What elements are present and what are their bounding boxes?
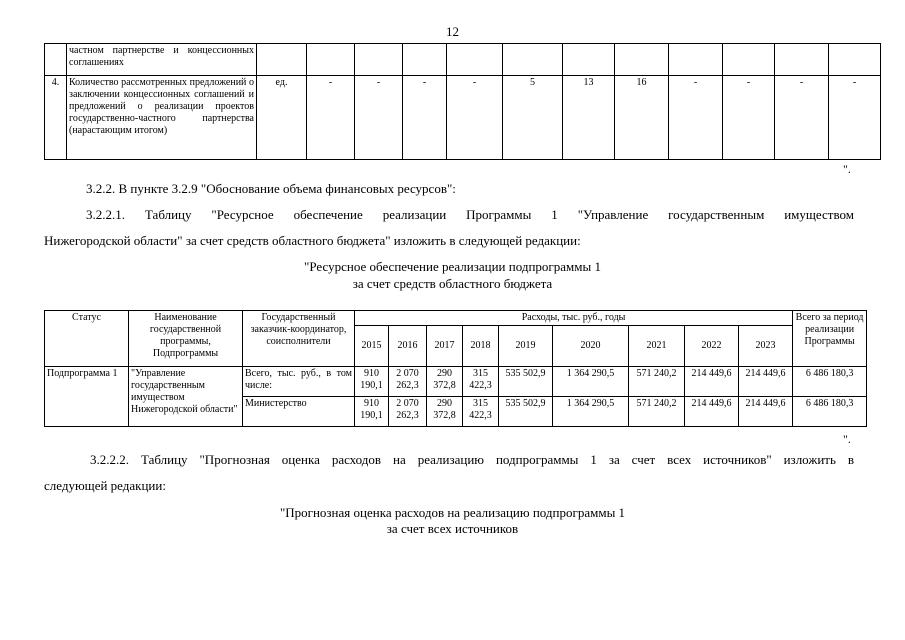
year-header: 2022 — [685, 326, 739, 367]
value-cell: 214 449,6 — [685, 397, 739, 427]
paragraph-3-2-2-2-line1: 3.2.2.2. Таблицу "Прогнозная оценка расходов на реализацию подпрограммы 1 за счет всех источников" изложить в — [90, 452, 854, 467]
paragraph-3-2-2-1-line1: 3.2.2.1. Таблицу "Ресурсное обеспечение реализации Программы 1 "Управление государственным имуществом — [86, 207, 854, 222]
value-cell: 16 — [615, 76, 669, 160]
header-expenses: Расходы, тыс. руб., годы — [355, 311, 793, 326]
value-cell: - — [775, 76, 829, 160]
value-cell: 290 372,8 — [427, 367, 463, 397]
total-cell: 6 486 180,3 — [793, 367, 867, 397]
year-header: 2018 — [463, 326, 499, 367]
table-title-line1: "Ресурсное обеспечение реализации подпрограммы 1 — [304, 259, 601, 274]
year-header: 2019 — [499, 326, 553, 367]
status-cell: Подпрограмма 1 — [45, 367, 129, 427]
row-label: Министерство — [243, 397, 355, 427]
header-status: Статус — [45, 311, 129, 367]
indicator-table — [44, 43, 881, 160]
value-cell: - — [355, 76, 403, 160]
table-title-2-line1: "Прогнозная оценка расходов на реализацию подпрограммы 1 — [279, 505, 626, 520]
unit-cell: ед. — [257, 76, 307, 160]
value-cell: - — [829, 76, 881, 160]
value-cell: 910 190,1 — [355, 397, 389, 427]
year-header: 2015 — [355, 326, 389, 367]
table-header-row — [45, 311, 867, 326]
table-cell: частном партнерстве и концессионных соглашениях — [67, 44, 257, 76]
value-cell: 13 — [563, 76, 615, 160]
value-cell: 214 449,6 — [739, 367, 793, 397]
value-cell: 535 502,9 — [499, 367, 553, 397]
value-cell: 2 070 262,3 — [389, 397, 427, 427]
quote-end: ". — [843, 162, 851, 176]
program-name-cell: "Управление государственным имуществом Нижегородской области" — [129, 367, 243, 427]
indicator-name: Количество рассмотренных предложений о заключении концессионных соглашений и предложений о реализации проектов государственно-частного партнерства (нарастающим итогом) — [67, 76, 257, 160]
row-label: Всего, тыс. руб., в том числе: — [243, 367, 355, 397]
value-cell: 1 364 290,5 — [553, 397, 629, 427]
value-cell: 535 502,9 — [499, 397, 553, 427]
value-cell: - — [669, 76, 723, 160]
table-title-2-line2: за счет всех источников — [386, 521, 519, 536]
value-cell: 315 422,3 — [463, 397, 499, 427]
value-cell: 2 070 262,3 — [389, 367, 427, 397]
year-header: 2021 — [629, 326, 685, 367]
paragraph-3-2-2-1-line2: Нижегородской области" за счет средств областного бюджета" изложить в следующей редакции: — [44, 233, 581, 248]
year-header: 2020 — [553, 326, 629, 367]
value-cell: 214 449,6 — [739, 397, 793, 427]
value-cell: 214 449,6 — [685, 367, 739, 397]
header-total: Всего за период реализации Программы — [793, 311, 867, 367]
value-cell: 571 240,2 — [629, 367, 685, 397]
table-title-line2: за счет средств областного бюджета — [352, 276, 553, 291]
header-coordinator: Государственный заказчик-координатор, соисполнители — [243, 311, 355, 367]
row-number: 4. — [45, 76, 67, 160]
value-cell: - — [447, 76, 503, 160]
value-cell: 1 364 290,5 — [553, 367, 629, 397]
table-row — [45, 367, 867, 397]
table-row — [45, 76, 881, 160]
value-cell: 5 — [503, 76, 563, 160]
value-cell: 315 422,3 — [463, 367, 499, 397]
value-cell: 571 240,2 — [629, 397, 685, 427]
value-cell: 290 372,8 — [427, 397, 463, 427]
resource-table — [44, 310, 867, 427]
paragraph-3-2-2: 3.2.2. В пункте 3.2.9 "Обоснование объема финансовых ресурсов": — [86, 181, 456, 196]
year-header: 2017 — [427, 326, 463, 367]
page-number: 12 — [446, 24, 459, 39]
value-cell: 910 190,1 — [355, 367, 389, 397]
header-name: Наименование государственной программы, Подпрограммы — [129, 311, 243, 367]
value-cell: - — [723, 76, 775, 160]
value-cell: - — [403, 76, 447, 160]
total-cell: 6 486 180,3 — [793, 397, 867, 427]
paragraph-3-2-2-2-line2: следующей редакции: — [44, 478, 166, 493]
year-header: 2016 — [389, 326, 427, 367]
table-row — [45, 44, 881, 76]
value-cell: - — [307, 76, 355, 160]
year-header: 2023 — [739, 326, 793, 367]
quote-end: ". — [843, 432, 851, 446]
